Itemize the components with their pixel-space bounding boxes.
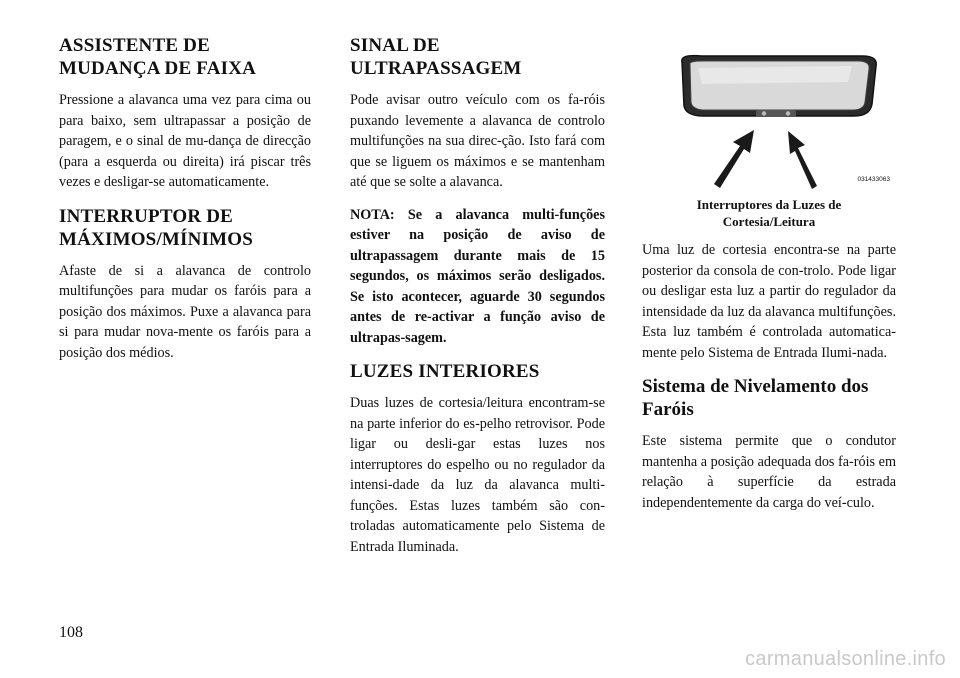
paragraph-flash-to-pass: Pode avisar outro veículo com os fa-róis puxando levemente a alavanca de controlo multifunções na sua direc-ção. Isto fará com que se liguem os máximos e se mantenham até que se solte a alavanca. xyxy=(350,92,605,190)
paragraph-high-low-beam-switch: Afaste de si a alavanca de controlo multifunções para mudar os faróis para a posição dos máximos. Puxe a alavanca para si para mudar nova-mente os faróis para a posição dos médios. xyxy=(59,262,311,361)
left-light-switch xyxy=(762,111,766,115)
paragraph-interior-lights: Duas luzes de cortesia/leitura encontram-se na parte inferior do es-pelho retrovisor. Pode ligar ou desli-gar estas luzes nos interruptores do espelho ou no regulador da intensi-dade da luz da alavanca multi-funções. Estas luzes também são con-troladas automaticamente pelo Sistema de Entrada Iluminada. xyxy=(350,395,605,555)
middle-column xyxy=(350,34,605,569)
figure-caption: Interruptores da Luzes de Cortesia/Leitura xyxy=(696,197,842,229)
left-column xyxy=(59,34,311,375)
right-light-switch xyxy=(786,111,790,115)
paragraph-lane-change-assist: Pressione a alavanca uma vez para cima ou para baixo, sem ultrapassar a posição de paragem, e o sinal de mu-dança de direcção (para a esquerda ou direita) irá piscar três vezes e desligar-se automaticamente. xyxy=(59,92,311,190)
right-column xyxy=(642,34,896,525)
watermark: carmanualsonline.info xyxy=(745,648,946,670)
paragraph-headlight-leveling: Este sistema permite que o condutor mantenha a posição adequada dos fa-róis em relação à superfície da estrada independentemente da carga do veí-culo. xyxy=(642,433,896,511)
section-title-headlight-leveling: Sistema de Nivelamento dos Faróis xyxy=(642,376,869,420)
rearview-mirror-illustration xyxy=(642,34,896,192)
section-title-lane-change-assist: ASSISTENTE DE MUDANÇA DE FAIXA xyxy=(59,35,257,79)
note-flash-to-pass: NOTA: Se a alavanca multi-funções estiver na posição de aviso de ultrapassagem durante mais de 15 segundos, os máximos serão desligados. Se isto acontecer, aguarde 30 segundos antes de re-activar a função aviso de ultrapas-sagem. xyxy=(350,206,605,346)
section-title-high-low-beam-switch: INTERRUPTOR DE MÁXIMOS/MÍNIMOS xyxy=(59,205,254,250)
paragraph-courtesy-light: Uma luz de cortesia encontra-se na parte posterior da consola de con-trolo. Pode ligar ou desligar esta luz a partir do regulador da intensidade da luz da alavanca multifunções. Esta luz também é controlada automatica-mente pelo Sistema de Entrada Ilumi-nada. xyxy=(642,242,896,361)
page-number: 108 xyxy=(59,624,83,641)
mirror-figure xyxy=(642,34,896,192)
left-arrow-icon xyxy=(714,130,754,188)
right-arrow-icon xyxy=(788,131,817,189)
section-title-interior-lights: LUZES INTERIORES xyxy=(350,361,540,382)
mirror-reflection xyxy=(698,66,852,84)
section-title-flash-to-pass: SINAL DE ULTRAPASSAGEM xyxy=(350,35,522,79)
figure-code: 031433063 xyxy=(857,176,890,183)
